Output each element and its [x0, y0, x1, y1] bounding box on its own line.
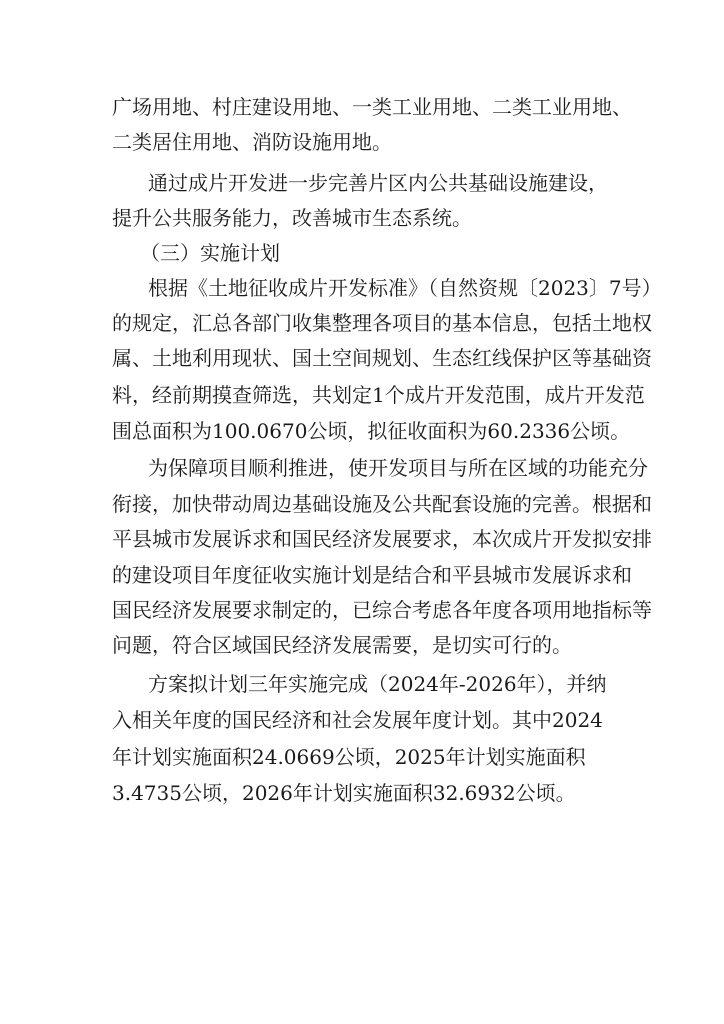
section-heading: （三）实施计划 — [140, 241, 280, 265]
text-line-11: 为保障项目顺利推进，使开发项目与所在区域的功能充分 — [148, 456, 648, 480]
text-line-19: 年计划实施面积24.0669公顷，2025年计划实施面积 — [112, 745, 586, 769]
text-line-16: 问题，符合区域国民经济发展需要，是切实可行的。 — [112, 633, 572, 657]
text-line-20: 3.4735公顷，2026年计划实施面积32.6932公顷。 — [112, 781, 576, 805]
text-line-7: 的规定，汇总各部门收集整理各项目的基本信息，包括土地权 — [112, 311, 652, 335]
text-line-3: 通过成片开发进一步完善片区内公共基础设施建设， — [148, 171, 608, 195]
text-line-4: 提升公共服务能力，改善城市生态系统。 — [112, 206, 472, 230]
text-line-12: 衔接，加快带动周边基础设施及公共配套设施的完善。根据和 — [112, 492, 652, 516]
text-line-18: 入相关年度的国民经济和社会发展年度计划。其中2024 — [112, 708, 603, 732]
text-line-8: 属、土地利用现状、国土空间规划、生态红线保护区等基础资 — [112, 346, 652, 370]
text-line-13: 平县城市发展诉求和国民经济发展要求，本次成片开发拟安排 — [112, 527, 652, 551]
text-line-15: 国民经济发展要求制定的，已综合考虑各年度各项用地指标等 — [112, 598, 652, 622]
text-line-6: 根据《土地征收成片开发标准》（自然资规〔2023〕7号） — [148, 276, 662, 300]
text-line-14: 的建设项目年度征收实施计划是结合和平县城市发展诉求和 — [112, 563, 632, 587]
text-line-2: 二类居住用地、消防设施用地。 — [112, 130, 392, 154]
text-line-1: 广场用地、村庄建设用地、一类工业用地、二类工业用地、 — [112, 95, 632, 119]
text-line-9: 料，经前期摸查筛选，共划定1个成片开发范围，成片开发范 — [112, 383, 645, 407]
text-line-10: 围总面积为100.0670公顷，拟征收面积为60.2336公顷。 — [112, 419, 631, 443]
text-line-17: 方案拟计划三年实施完成（2024年-2026年），并纳 — [148, 672, 607, 696]
